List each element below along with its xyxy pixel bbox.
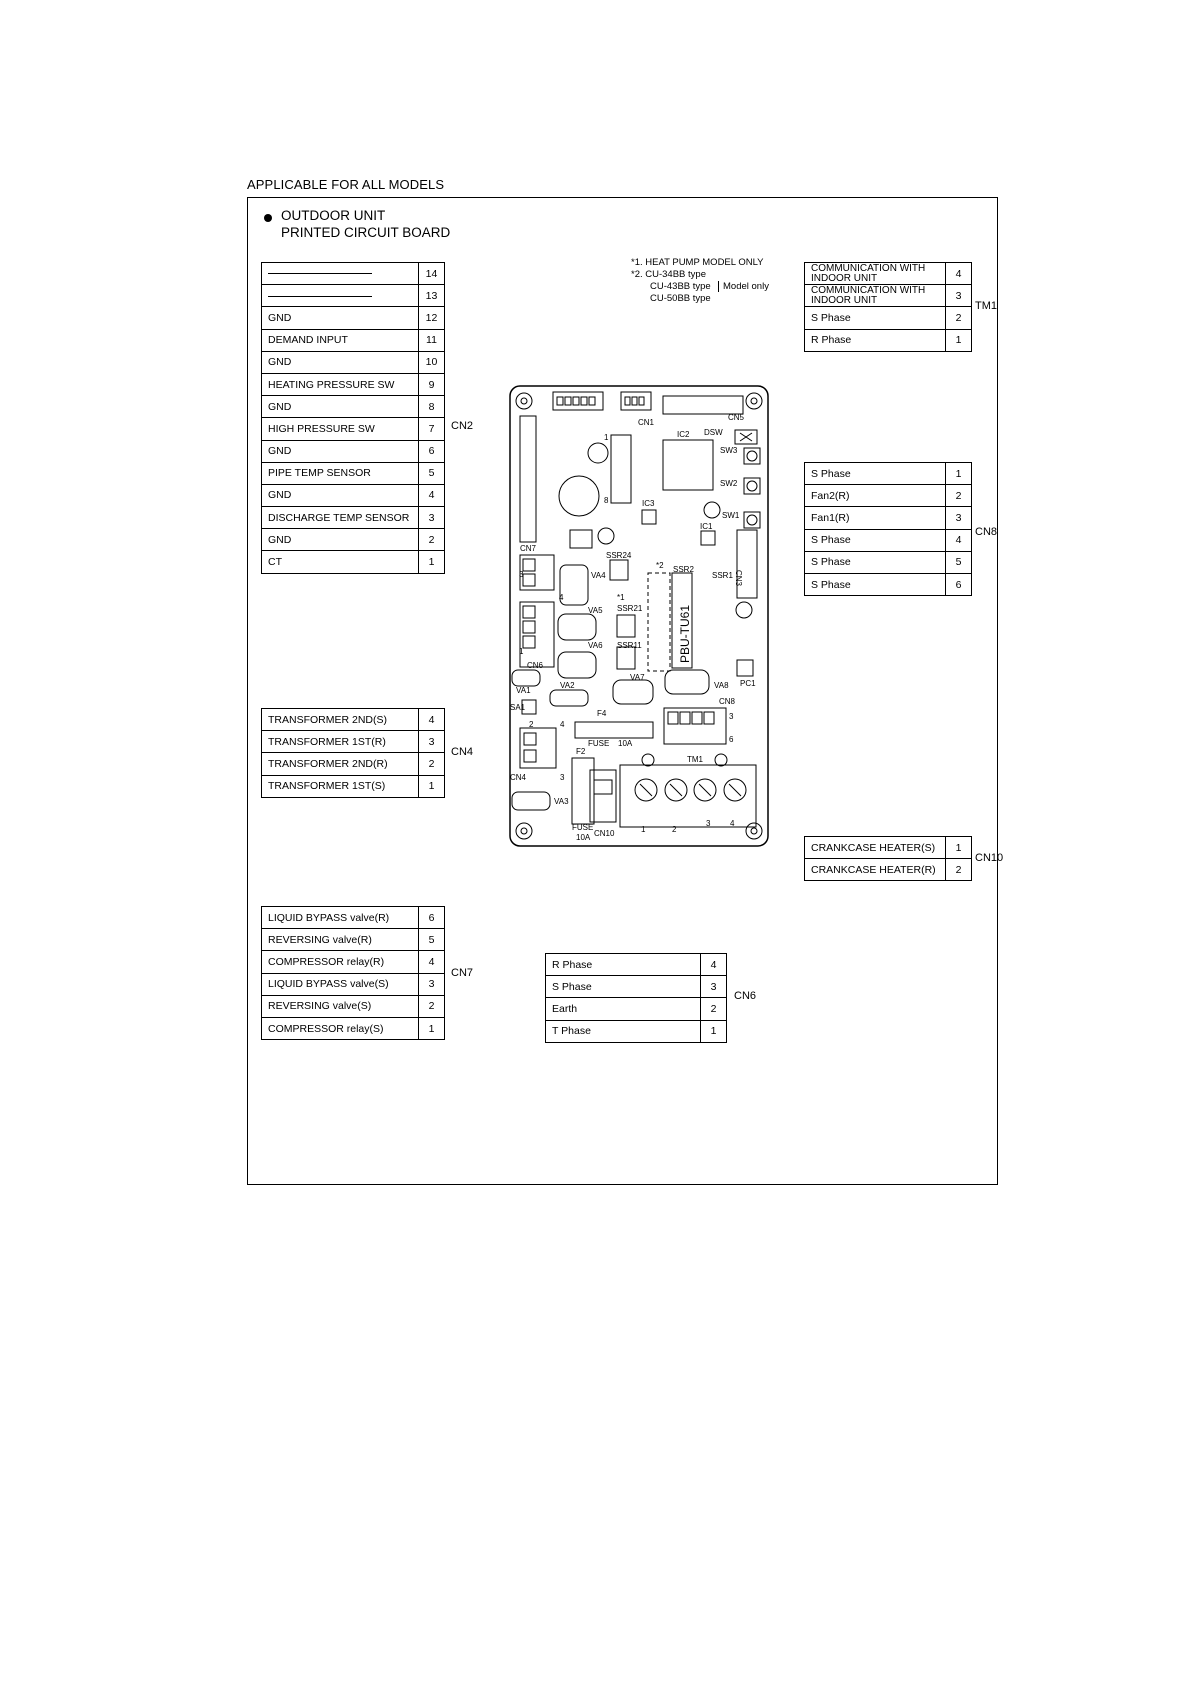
tm1-pin-number: 3 xyxy=(946,285,972,307)
cn7-signal-name: LIQUID BYPASS valve(S) xyxy=(262,973,419,995)
cn4-signal-name: TRANSFORMER 1ST(S) xyxy=(262,775,419,797)
fuse-board-label: FUSE xyxy=(588,739,610,748)
cn2-signal-name: DEMAND INPUT xyxy=(262,329,419,351)
cn4-pin4-label: 4 xyxy=(560,720,565,729)
cn7-pin3-label: 3 xyxy=(519,570,524,579)
cn7-pin-number: 6 xyxy=(419,907,445,929)
tm1-pin-number: 4 xyxy=(946,263,972,285)
cn8-signal-name: Fan2(R) xyxy=(805,485,946,507)
sw3-board-label: SW3 xyxy=(720,446,738,455)
cn2-signal-name: PIPE TEMP SENSOR xyxy=(262,462,419,484)
cn6-pin-number: 2 xyxy=(701,998,727,1020)
ic1-board-label: IC1 xyxy=(700,522,713,531)
cn8-pin-number: 4 xyxy=(946,529,972,551)
cn7-pin-number: 3 xyxy=(419,973,445,995)
block-pin1-label: 1 xyxy=(604,433,609,442)
mounting-hole-icon xyxy=(516,393,762,839)
cn2-pin-number: 12 xyxy=(419,307,445,329)
tm1-signal-name: S Phase xyxy=(805,307,946,329)
ssr2-board-label: SSR2 xyxy=(673,565,694,574)
cn7-signal-name: COMPRESSOR relay(R) xyxy=(262,951,419,973)
cn10-label: CN10 xyxy=(975,852,1004,864)
cn8-signal-name: Fan1(R) xyxy=(805,507,946,529)
section-title-line2: PRINTED CIRCUIT BOARD xyxy=(281,225,451,240)
tm1-label: TM1 xyxy=(975,300,997,312)
cn4-board-label: CN4 xyxy=(510,773,527,782)
note-heat-pump: *1. HEAT PUMP MODEL ONLY xyxy=(631,257,764,268)
cn8-label: CN8 xyxy=(975,526,998,538)
cn2-signal-name: GND xyxy=(262,529,419,551)
f4-board-label: F4 xyxy=(597,709,607,718)
f2-board-label: F2 xyxy=(576,747,586,756)
cn4-pin-number: 4 xyxy=(419,709,445,731)
cn2-pin-number: 10 xyxy=(419,351,445,373)
cn2-pin-number: 13 xyxy=(419,285,445,307)
cn4-pin2-label: 2 xyxy=(529,720,534,729)
va6-board-label: VA6 xyxy=(588,641,603,650)
cn2-pin-number: 14 xyxy=(419,263,445,285)
note-model-3: CU-50BB type xyxy=(650,293,711,304)
cn10-pin-number: 2 xyxy=(946,859,972,881)
cn6-signal-name: R Phase xyxy=(546,954,701,976)
va7-board-label: VA7 xyxy=(630,673,645,682)
cn8-pin3-label: 3 xyxy=(729,712,734,721)
tm1-terminal-3: 3 xyxy=(706,819,711,828)
tm1-pin-number: 2 xyxy=(946,307,972,329)
cn7-signal-name: COMPRESSOR relay(S) xyxy=(262,1017,419,1039)
sw1-board-label: SW1 xyxy=(722,511,740,520)
cn6-pin-number: 3 xyxy=(701,976,727,998)
star2-board-label: *2 xyxy=(656,561,664,570)
cn4-signal-name: TRANSFORMER 2ND(R) xyxy=(262,753,419,775)
sa1-board-label: SA1 xyxy=(510,703,526,712)
cn2-pin-number: 4 xyxy=(419,484,445,506)
fuse-rating-board-label: 10A xyxy=(618,739,633,748)
cn2-pin-number: 6 xyxy=(419,440,445,462)
cn7-pin-number: 5 xyxy=(419,929,445,951)
va5-board-label: VA5 xyxy=(588,606,603,615)
cn7-pin-number: 1 xyxy=(419,1017,445,1039)
cn5-board-label: CN5 xyxy=(728,413,745,422)
dsw-board-label: DSW xyxy=(704,428,723,437)
cn10-signal-name: CRANKCASE HEATER(R) xyxy=(805,859,946,881)
cn8-pin-number: 3 xyxy=(946,507,972,529)
cn4-pin3-label: 3 xyxy=(560,773,565,782)
cn8-pin-number: 1 xyxy=(946,463,972,485)
cn2-pin-number: 11 xyxy=(419,329,445,351)
pc1-board-label: PC1 xyxy=(740,679,756,688)
cn6-signal-name: Earth xyxy=(546,998,701,1020)
cn7-pin-number: 4 xyxy=(419,951,445,973)
page-title: APPLICABLE FOR ALL MODELS xyxy=(247,177,445,192)
cn7-pin4-label: 4 xyxy=(559,593,564,602)
cn8-board-label: CN8 xyxy=(719,697,736,706)
va2-board-label: VA2 xyxy=(560,681,575,690)
cn2-signal-name: GND xyxy=(262,307,419,329)
cn2-signal-name: DISCHARGE TEMP SENSOR xyxy=(262,507,419,529)
cn2-signal-name: GND xyxy=(262,484,419,506)
tm1-signal-line2: INDOOR UNIT xyxy=(811,294,878,306)
cn7-pin-number: 2 xyxy=(419,995,445,1017)
tm1-board-label: TM1 xyxy=(687,755,703,764)
cn6-pin-number: 1 xyxy=(701,1020,727,1042)
cn8-signal-name: S Phase xyxy=(805,529,946,551)
cn3-board-label: CN3 xyxy=(734,570,743,587)
cn7-signal-name: REVERSING valve(S) xyxy=(262,995,419,1017)
note-model-1: *2. CU-34BB type xyxy=(631,269,706,280)
cn2-signal-name: GND xyxy=(262,396,419,418)
cn6-label: CN6 xyxy=(734,990,757,1002)
cn7-signal-name: LIQUID BYPASS valve(R) xyxy=(262,907,419,929)
fuse2-board-label: FUSE xyxy=(572,823,594,832)
sw2-board-label: SW2 xyxy=(720,479,738,488)
cn6-board-label: CN6 xyxy=(527,661,544,670)
va8-board-label: VA8 xyxy=(714,681,729,690)
board-outline xyxy=(510,386,768,846)
cn6-signal-name: T Phase xyxy=(546,1020,701,1042)
cn2-pin-number: 8 xyxy=(419,396,445,418)
cn8-pin-number: 2 xyxy=(946,485,972,507)
tm1-signal-line1: COMMUNICATION WITH xyxy=(811,263,926,275)
cn2-label: CN2 xyxy=(451,420,474,432)
cn8-pin-number: 5 xyxy=(946,551,972,573)
cn4-signal-name: TRANSFORMER 2ND(S) xyxy=(262,709,419,731)
cn7-pin1-label: 1 xyxy=(519,647,524,656)
cn10-pin-number: 1 xyxy=(946,837,972,859)
cn6-pin-number: 4 xyxy=(701,954,727,976)
va1-board-label: VA1 xyxy=(516,686,531,695)
tm1-pin-number: 1 xyxy=(946,329,972,351)
fuse2-rating-board-label: 10A xyxy=(576,833,591,842)
cn4-pin-number: 2 xyxy=(419,753,445,775)
ic2-board-label: IC2 xyxy=(677,430,690,439)
tm1-terminal-4: 4 xyxy=(730,819,735,828)
cn2-signal-name: CT xyxy=(262,551,419,573)
cn4-label: CN4 xyxy=(451,746,474,758)
tm1-terminal-2: 2 xyxy=(672,825,677,834)
cn2-signal-name: HIGH PRESSURE SW xyxy=(262,418,419,440)
cn7-signal-name: REVERSING valve(R) xyxy=(262,929,419,951)
ssr24-board-label: SSR24 xyxy=(606,551,632,560)
ssr11-board-label: SSR11 xyxy=(617,641,642,650)
cn2-signal-name: GND xyxy=(262,351,419,373)
cn4-signal-name: TRANSFORMER 1ST(R) xyxy=(262,731,419,753)
tm1-signal-line2: INDOOR UNIT xyxy=(811,272,878,284)
cn10-signal-name: CRANKCASE HEATER(S) xyxy=(805,837,946,859)
note-model-only: Model only xyxy=(718,281,769,292)
cn2-pin-number: 1 xyxy=(419,551,445,573)
va4-board-label: VA4 xyxy=(591,571,606,580)
note-model-2: CU-43BB type xyxy=(650,281,711,292)
cn2-pin-number: 7 xyxy=(419,418,445,440)
block-pin8-label: 8 xyxy=(604,496,609,505)
cn8-signal-name: S Phase xyxy=(805,551,946,573)
ssr1-board-label: SSR1 xyxy=(712,571,733,580)
ic3-board-label: IC3 xyxy=(642,499,655,508)
va3-board-label: VA3 xyxy=(554,797,569,806)
cn7-label: CN7 xyxy=(451,967,474,979)
tm1-signal-line1: COMMUNICATION WITH xyxy=(811,285,926,297)
cn2-pin-number: 3 xyxy=(419,507,445,529)
ssr21-board-label: SSR21 xyxy=(617,604,643,613)
cn10-board-label: CN10 xyxy=(594,829,615,838)
cn7-board-label: CN7 xyxy=(520,544,537,553)
board-model-label: PBU-TU61 xyxy=(678,604,692,663)
cn8-signal-name: S Phase xyxy=(805,463,946,485)
tm1-signal-name: R Phase xyxy=(805,329,946,351)
cn4-pin-number: 1 xyxy=(419,775,445,797)
section-title-line1: OUTDOOR UNIT xyxy=(281,208,386,223)
cn8-pin-number: 6 xyxy=(946,573,972,595)
cn8-signal-name: S Phase xyxy=(805,573,946,595)
star1-board-label: *1 xyxy=(617,593,625,602)
cn2-pin-number: 2 xyxy=(419,529,445,551)
cn2-signal-name: HEATING PRESSURE SW xyxy=(262,373,419,395)
cn6-signal-name: S Phase xyxy=(546,976,701,998)
cn8-pin6-label: 6 xyxy=(729,735,734,744)
tm1-terminal-1: 1 xyxy=(641,825,646,834)
cn2-pin-number: 9 xyxy=(419,373,445,395)
cn9-board-label: CN1 xyxy=(638,418,655,427)
cn2-pin-number: 5 xyxy=(419,462,445,484)
cn4-pin-number: 3 xyxy=(419,731,445,753)
cn2-signal-name: GND xyxy=(262,440,419,462)
